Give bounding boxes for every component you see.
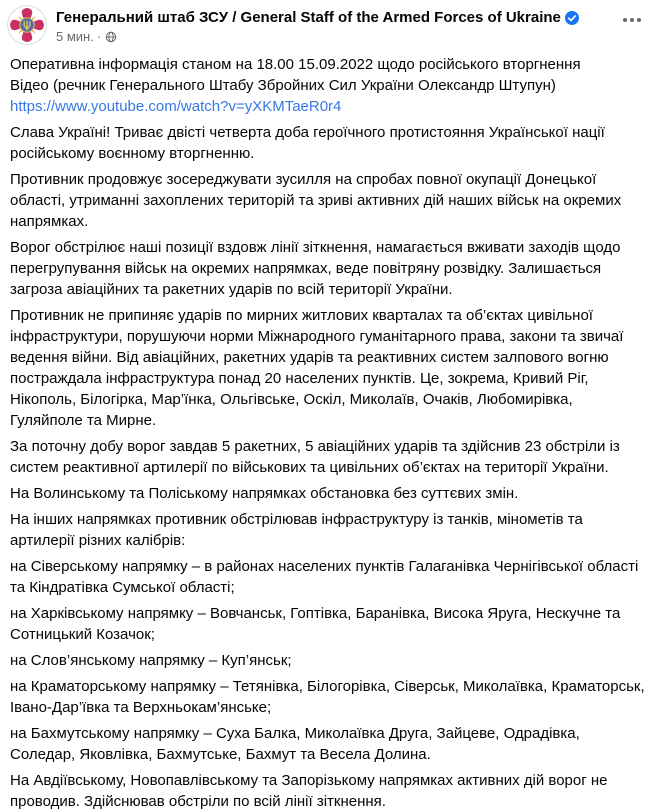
post-paragraph: на Сіверському напрямку – в районах населених пунктів Галаганівка Чернігівської області та Кіндратівка Сумської області; bbox=[10, 558, 639, 596]
timestamp[interactable]: 5 мин. bbox=[56, 29, 94, 44]
post-paragraph: Слава Україні! Триває двісті четверта доба героїчного протистояння Української нації російському воєнному вторгненню. bbox=[10, 124, 605, 162]
post-paragraph: Противник не припиняє ударів по мирних житлових кварталах та об’єктах цивільної інфраструктури, порушуючи норми Міжнародного гуманітарного права, закони та звичаї ведення війни. Від авіаційних, ракетних ударів та реактивних систем залпового вогню постраждала інфраструктура понад 20 населених пунктів. Це, зокрема, Кривий Ріг, Нікополь, Білогірка, Мар’їнка, Ольгівське, Оскіл, Миколаїв, Очаків, Любомирівка, Гуляйполе та Мирне. bbox=[10, 307, 624, 429]
post-paragraph-intro bbox=[10, 54, 645, 117]
post-paragraph: на Бахмутському напрямку – Суха Балка, Миколаївка Друга, Зайцеве, Одрадівка, Соледар, Яковлівка, Бахмутське, Бахмут та Весела Долина. bbox=[10, 725, 580, 763]
post-paragraph: на Слов’янському напрямку – Куп’янськ; bbox=[10, 652, 292, 669]
post-meta bbox=[56, 29, 617, 45]
post-paragraph: На Авдіївському, Новопавлівському та Запорізькому напрямках активних дій ворог не проводив. Здійснював обстріли по всій лінії зіткнення. bbox=[10, 772, 608, 810]
post-text-line: Відео (речник Генерального Штабу Збройних Сил України Олександр Штупун) bbox=[10, 77, 556, 94]
post-body bbox=[0, 45, 661, 812]
post-paragraph: Противник продовжує зосереджувати зусилля на спробах повної окупації Донецької області, утриманні захоплених територій та зриві активних дій наших військ на окремих напрямках. bbox=[10, 171, 622, 230]
ellipsis-icon bbox=[623, 18, 627, 22]
page-name[interactable]: Генеральний штаб ЗСУ / General Staff of the Armed Forces of Ukraine bbox=[56, 9, 561, 26]
verified-badge-icon bbox=[565, 11, 579, 25]
post-header bbox=[0, 0, 661, 45]
meta-separator: · bbox=[96, 29, 102, 44]
post-paragraph: на Харківському напрямку – Вовчанськ, Гоптівка, Баранівка, Висока Яруга, Нескучне та Сотницький Козачок; bbox=[10, 605, 621, 643]
post-paragraph: На інших напрямках противник обстрілював інфраструктуру із танків, мінометів та артилерії різних калібрів: bbox=[10, 511, 583, 549]
post-paragraph: На Волинському та Поліському напрямках обстановка без суттєвих змін. bbox=[10, 485, 519, 502]
post-paragraph: Ворог обстрілює наші позиції вздовж лінії зіткнення, намагається вживати заходів щодо перегрупування військ на окремих напрямках, веде повітряну розвідку. Залишається загроза авіаційних та ракетних ударів по всій території України. bbox=[10, 239, 621, 298]
general-staff-emblem-icon bbox=[7, 5, 47, 45]
more-options-button[interactable] bbox=[617, 8, 647, 32]
globe-icon bbox=[105, 31, 117, 43]
post-text-line: Оперативна інформація станом на 18.00 15.09.2022 щодо російського вторгнення bbox=[10, 56, 581, 73]
post-paragraph: на Краматорському напрямку – Тетянівка, Білогорівка, Сіверськ, Миколаївка, Краматорськ, Івано-Дар’ївка та Верхньокам’янське; bbox=[10, 678, 645, 716]
post-paragraph: За поточну добу ворог завдав 5 ракетних, 5 авіаційних ударів та здійснив 23 обстріли із систем реактивної артилерії по військових та цивільних об’єктах на території України. bbox=[10, 438, 620, 476]
page-avatar[interactable] bbox=[7, 5, 47, 45]
youtube-link[interactable]: https://www.youtube.com/watch?v=yXKMTaeR0r4 bbox=[10, 98, 342, 115]
